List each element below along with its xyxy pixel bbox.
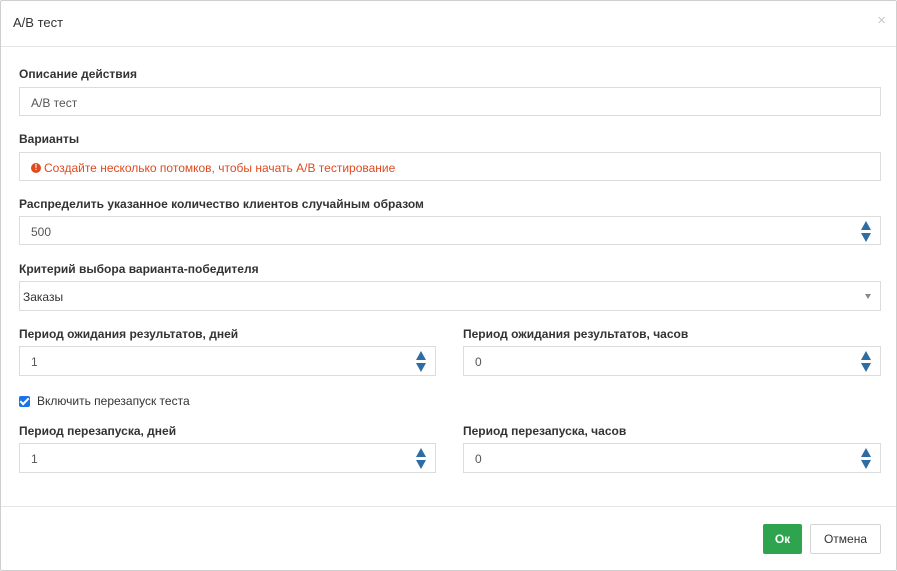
exclamation-circle-icon: ! bbox=[31, 163, 41, 173]
criterion-value: Заказы bbox=[23, 290, 64, 304]
variants-box bbox=[19, 152, 881, 181]
restart-days-number-input[interactable] bbox=[19, 443, 436, 473]
restart-checkbox-row[interactable] bbox=[19, 394, 190, 408]
restart-hours-number-input[interactable] bbox=[463, 443, 881, 473]
ok-button[interactable]: Ок bbox=[763, 524, 802, 554]
distribute-number-input[interactable] bbox=[19, 216, 881, 245]
spinner-up-icon[interactable] bbox=[861, 351, 871, 360]
wait-days-value: 1 bbox=[31, 355, 38, 369]
restart-days-spinner bbox=[416, 447, 426, 469]
description-label: Описание действия bbox=[19, 67, 138, 81]
description-input[interactable] bbox=[19, 87, 881, 116]
restart-hours-spinner bbox=[861, 447, 871, 469]
wait-days-spinner bbox=[416, 350, 426, 372]
spinner-up-icon[interactable] bbox=[861, 221, 871, 230]
restart-days-value: 1 bbox=[31, 452, 38, 466]
criterion-select[interactable] bbox=[19, 281, 881, 311]
restart-hours-label: Период перезапуска, часов bbox=[463, 424, 627, 438]
spinner-down-icon[interactable] bbox=[861, 460, 871, 469]
spinner-up-icon[interactable] bbox=[861, 448, 871, 457]
description-value: A/B тест bbox=[31, 96, 78, 110]
restart-checkbox-label[interactable]: Включить перезапуск теста bbox=[37, 394, 190, 408]
spinner-down-icon[interactable] bbox=[861, 363, 871, 372]
wait-days-number-input[interactable] bbox=[19, 346, 436, 376]
distribute-value: 500 bbox=[31, 225, 52, 239]
wait-days-label: Период ожидания результатов, дней bbox=[19, 327, 239, 341]
distribute-spinner bbox=[861, 220, 871, 242]
distribute-label: Распределить указанное количество клиентов случайным образом bbox=[19, 197, 424, 211]
dialog-title: A/B тест bbox=[13, 15, 64, 30]
spinner-down-icon[interactable] bbox=[861, 233, 871, 242]
restart-hours-value: 0 bbox=[475, 452, 482, 466]
cancel-button[interactable]: Отмена bbox=[810, 524, 881, 554]
wait-hours-value: 0 bbox=[475, 355, 482, 369]
wait-hours-label: Период ожидания результатов, часов bbox=[463, 327, 689, 341]
caret-down-icon bbox=[865, 294, 871, 299]
criterion-label: Критерий выбора варианта-победителя bbox=[19, 262, 259, 276]
variants-warning-text: Создайте несколько потомков, чтобы начать A/B тестирование bbox=[44, 161, 396, 175]
spinner-down-icon[interactable] bbox=[416, 460, 426, 469]
variants-label: Варианты bbox=[19, 132, 80, 146]
dialog-footer-divider bbox=[1, 506, 896, 507]
restart-days-label: Период перезапуска, дней bbox=[19, 424, 177, 438]
variants-warning bbox=[31, 161, 395, 175]
close-icon[interactable]: × bbox=[877, 12, 886, 29]
spinner-up-icon[interactable] bbox=[416, 351, 426, 360]
wait-hours-spinner bbox=[861, 350, 871, 372]
spinner-down-icon[interactable] bbox=[416, 363, 426, 372]
spinner-up-icon[interactable] bbox=[416, 448, 426, 457]
dialog-header bbox=[1, 1, 896, 47]
wait-hours-number-input[interactable] bbox=[463, 346, 881, 376]
restart-checkbox[interactable] bbox=[19, 396, 30, 407]
